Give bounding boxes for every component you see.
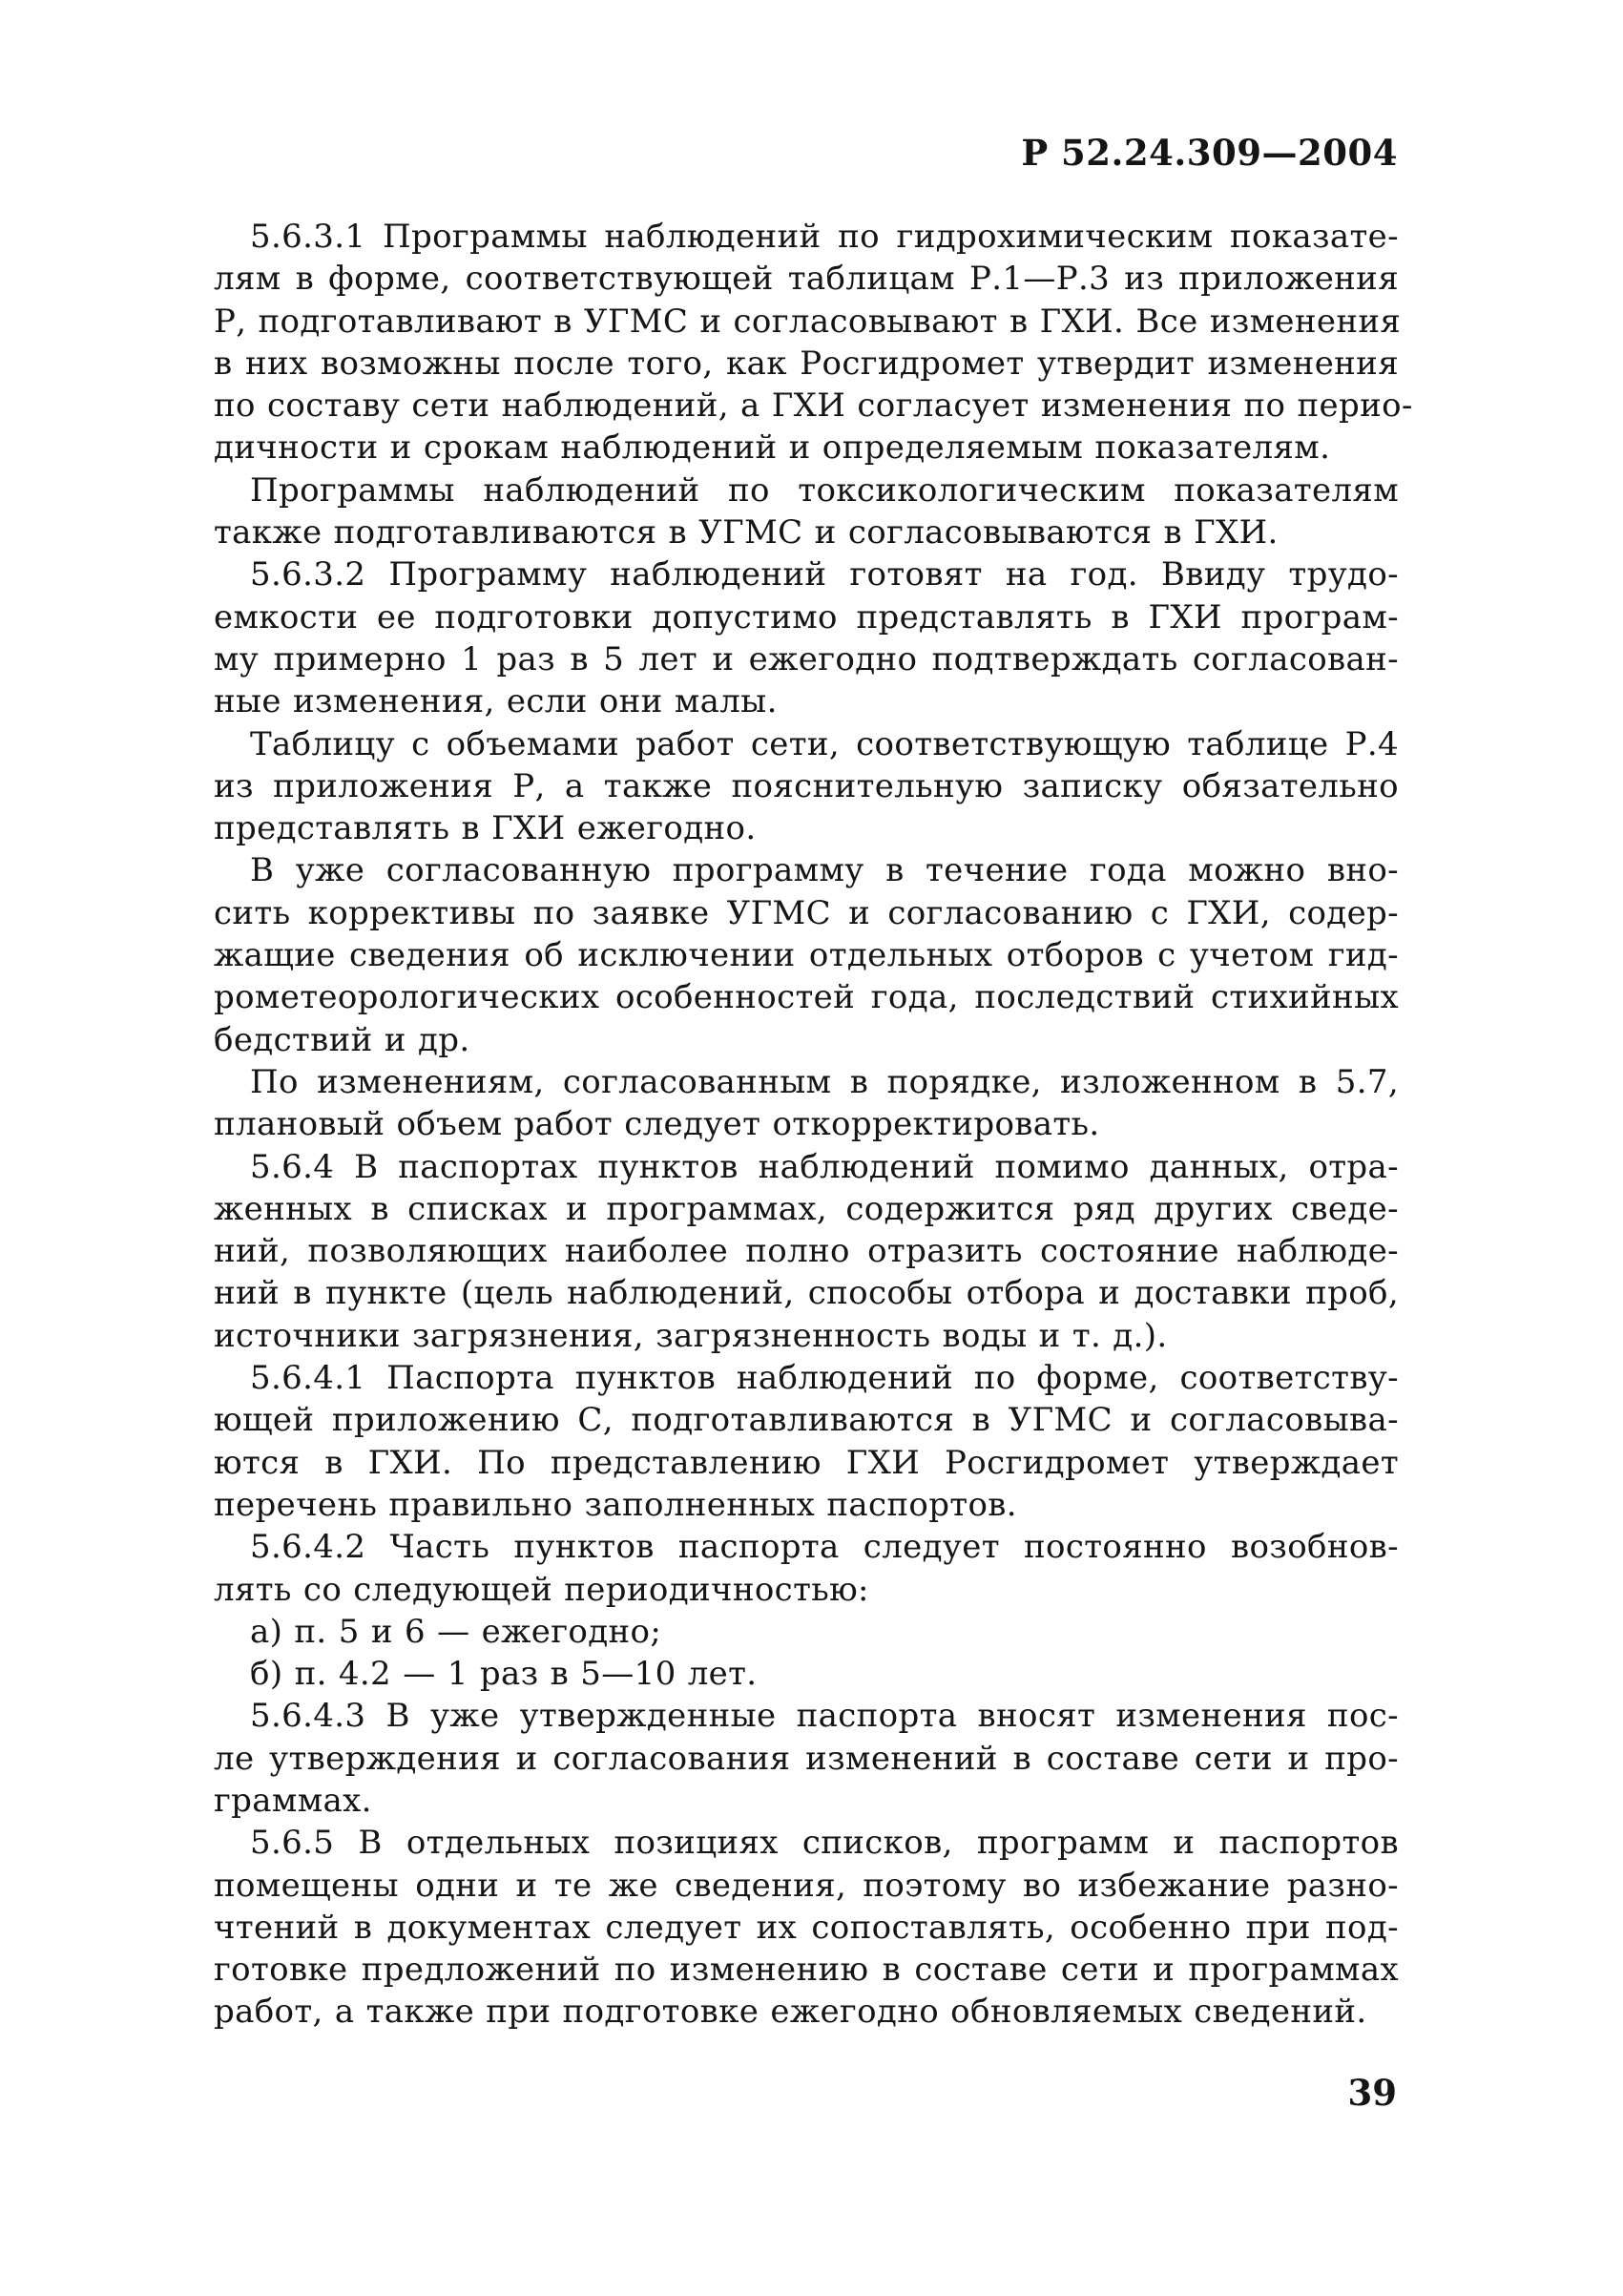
text-line: чтений в документах следует их сопоставлять, особенно при под- [214,1908,1399,1947]
text-line: Таблицу с объемами работ сети, соответствующую таблице Р.4 [250,724,1399,763]
text-line: Р, подготавливают в УГМС и согласовывают в ГХИ. Все изменения [214,302,1402,341]
text-line: перечень правильно заполненных паспортов. [214,1485,1017,1524]
text-line: также подготавливаются в УГМС и согласовываются в ГХИ. [214,513,1279,553]
text-line: в них возможны после того, как Росгидромет утвердит изменения [214,344,1399,383]
text-line: источники загрязнения, загрязненность воды и т. д.). [214,1316,1168,1355]
text-line: ные изменения, если они малы. [214,682,778,721]
text-line: женных в списках и программах, содержится ряд других сведе- [214,1189,1399,1228]
paragraph [177,1653,1399,1695]
text-line: По изменениям, согласованным в порядке, изложенном в 5.7, [250,1062,1399,1101]
text-line: ются в ГХИ. По представлению ГХИ Росгидромет утверждает [214,1443,1399,1482]
text-line: рометеорологических особенностей года, последствий стихийных [214,978,1399,1017]
text-line: ющей приложению С, подготавливаются в УГМС и согласовыва- [214,1401,1399,1440]
text-line: 5.6.4.2 Часть пунктов паспорта следует постоянно возобнов- [250,1528,1399,1567]
text-line: по составу сети наблюдений, а ГХИ согласует изменения по перио- [214,386,1413,426]
text-line: 5.6.3.1 Программы наблюдений по гидрохимическим показате- [250,218,1399,256]
paragraph [177,1526,1399,1611]
text-line: 5.6.4.1 Паспорта пунктов наблюдений по форме, соответству- [250,1359,1399,1398]
paragraph [177,1822,1399,2033]
text-line: ний в пункте (цель наблюдений, способы отбора и доставки проб, [214,1274,1399,1313]
text-line: Программы наблюдений по токсикологическим показателям [250,470,1399,510]
paragraph [177,216,1413,470]
text-line: 5.6.5 В отдельных позициях списков, программ и паспортов [250,1824,1399,1863]
page-number: 39 [1347,2072,1397,2114]
text-line: 5.6.3.2 Программу наблюдений готовят на год. Ввиду трудо- [250,555,1399,595]
text-line: граммах. [214,1781,372,1820]
text-line: В уже согласованную программу в течение года можно вно- [250,851,1399,890]
text-line: сить коррективы по заявке УГМС и согласованию с ГХИ, содер- [214,893,1399,932]
text-line: 5.6.4.3 В уже утвержденные паспорта вносят изменения пос- [250,1697,1399,1736]
text-line: из приложения Р, а также пояснительную записку обязательно [214,766,1399,805]
text-line: лять со следующей периодичностью: [214,1570,869,1609]
text-line: б) п. 4.2 — 1 раз в 5—10 лет. [250,1655,758,1694]
paragraph [177,1061,1399,1146]
text-line: готовке предложений по изменению в составе сети и программах [214,1951,1399,1990]
text-line: бедствий и др. [214,1020,470,1059]
paragraph [177,470,1399,554]
text-line: му примерно 1 раз в 5 лет и ежегодно подтверждать согласован- [214,639,1399,678]
text-line: а) п. 5 и 6 — ежегодно; [250,1612,662,1651]
paragraph [177,553,1399,722]
paragraph [177,1146,1399,1357]
text-line: емкости ее подготовки допустимо представлять в ГХИ програм- [214,597,1399,637]
text-line: 5.6.4 В паспортах пунктов наблюдений помимо данных, отра- [250,1147,1399,1186]
text-line: плановый объем работ следует откорректировать. [214,1105,1100,1144]
paragraph [177,849,1399,1060]
text-line: дичности и срокам наблюдений и определяемым показателям. [214,428,1331,468]
paragraph [177,1695,1399,1822]
text-line: лям в форме, соответствующей таблицам Р.1—Р.3 из приложения [214,260,1399,299]
text-line: ле утверждения и согласования изменений в составе сети и про- [214,1739,1399,1778]
document-number-header: Р 52.24.309—2004 [1021,132,1398,174]
text-line: помещены одни и те же сведения, поэтому во избежание разно- [214,1866,1399,1905]
text-line: жащие сведения об исключении отдельных отборов с учетом гид- [214,936,1399,975]
paragraph [177,723,1399,850]
body-text [177,216,1413,2034]
paragraph [177,1357,1399,1526]
text-line: ний, позволяющих наиболее полно отразить состояние наблюде- [214,1232,1399,1271]
paragraph [177,1611,1399,1653]
text-line: работ, а также при подготовке ежегодно обновляемых сведений. [214,1993,1367,2032]
text-line: представлять в ГХИ ежегодно. [214,809,757,848]
